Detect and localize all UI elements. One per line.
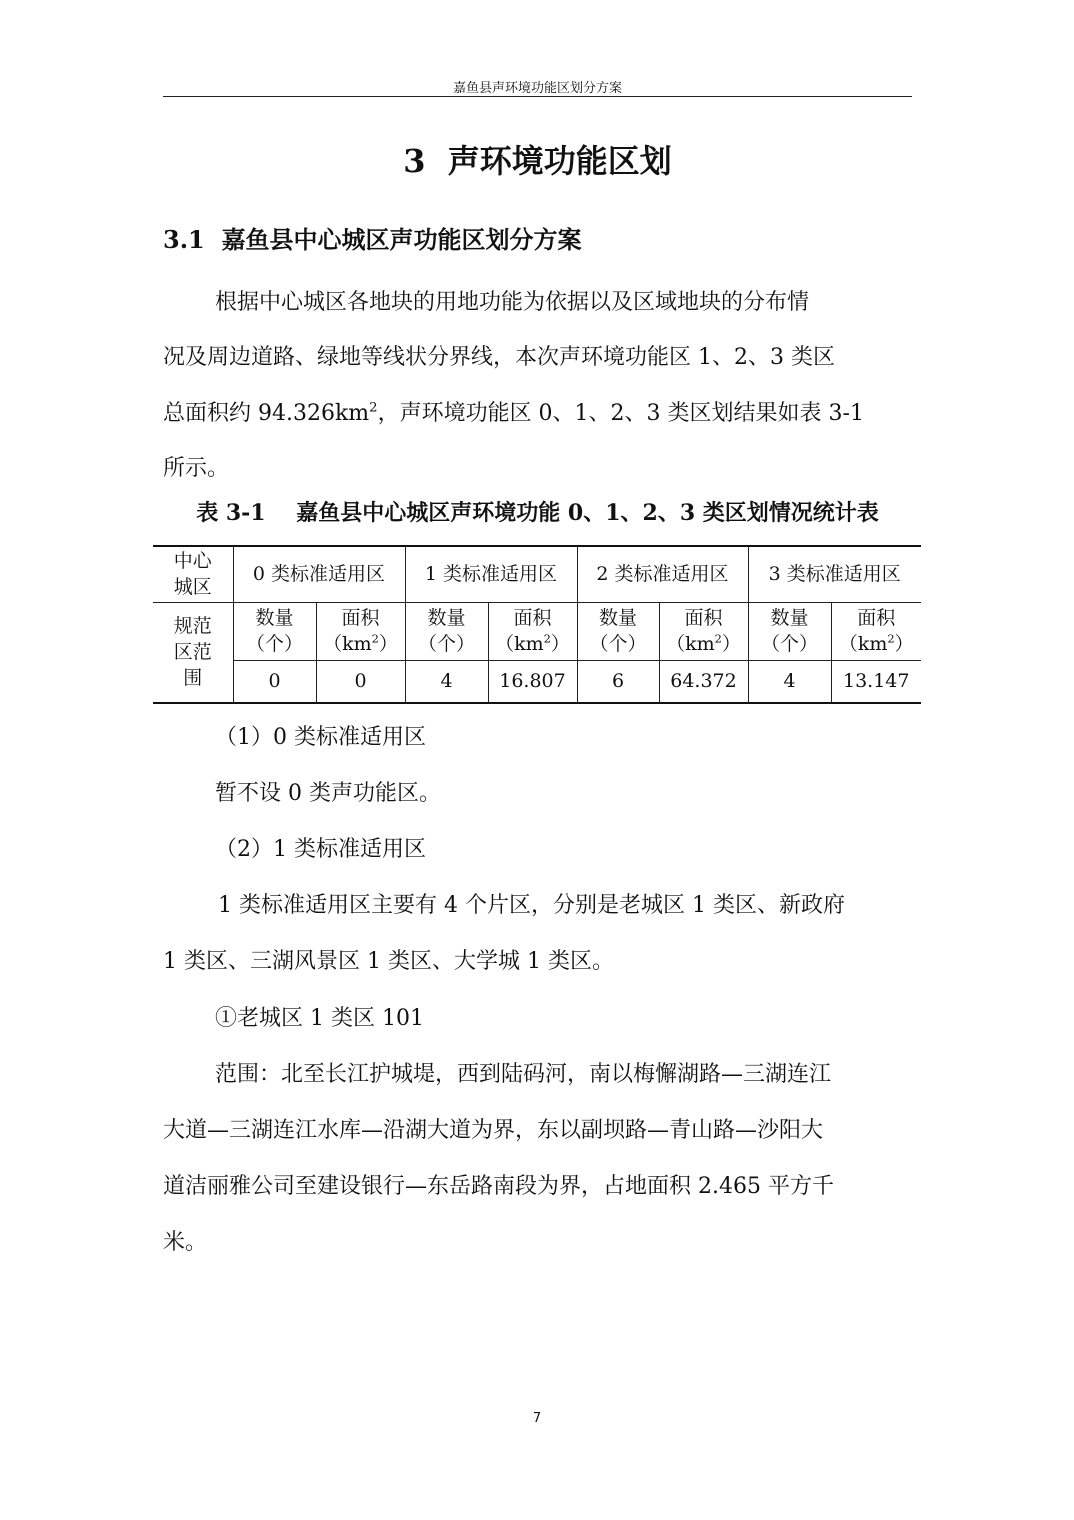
corner-top-line-2: 城区 bbox=[173, 576, 212, 599]
paragraph-2-line-2: 1 类区、三湖风景区 1 类区、大学城 1 类区。 bbox=[163, 949, 614, 974]
subheader-area-label: 面积 bbox=[684, 607, 723, 629]
group-header-1: 1 类标准适用区 bbox=[405, 546, 577, 602]
subheader-count-label: 数量 bbox=[427, 607, 466, 629]
area-unit-b: ） bbox=[721, 633, 741, 655]
corner-top-line-1: 中心 bbox=[173, 550, 212, 573]
subheader-count-unit: （个） bbox=[760, 633, 818, 655]
area-unit-a: （km bbox=[838, 633, 888, 655]
subheading-3: ①老城区 1 类区 101 bbox=[215, 1006, 424, 1031]
subheader-count bbox=[233, 602, 316, 660]
value-cell: 6 bbox=[577, 660, 659, 703]
value-cell: 0 bbox=[233, 660, 316, 703]
group-header-2: 2 类标准适用区 bbox=[577, 546, 748, 602]
intro-line-3 bbox=[163, 396, 864, 427]
intro-line-2: 况及周边道路、绿地等线状分界线，本次声环境功能区 1、2、3 类区 bbox=[163, 345, 835, 370]
paragraph-2-line-1: 1 类标准适用区主要有 4 个片区，分别是老城区 1 类区、新政府 bbox=[218, 893, 845, 918]
value-cell: 13.147 bbox=[831, 660, 921, 703]
group-header-0: 0 类标准适用区 bbox=[233, 546, 405, 602]
subheader-count bbox=[577, 602, 659, 660]
chapter-title: 3 声环境功能区划 bbox=[403, 142, 672, 180]
subheading-2: （2）1 类标准适用区 bbox=[215, 837, 426, 862]
area-unit-a: （km bbox=[495, 633, 544, 655]
header-rule bbox=[163, 96, 912, 97]
subheader-count bbox=[405, 602, 488, 660]
area-unit-b: ） bbox=[378, 633, 398, 655]
corner-cell-bottom bbox=[153, 602, 233, 703]
intro-line-3-sup: 2 bbox=[369, 400, 378, 416]
table-caption: 表 3-1 嘉鱼县中心城区声环境功能 0、1、2、3 类区划情况统计表 bbox=[196, 500, 879, 526]
subheader-area bbox=[488, 602, 577, 660]
paragraph-3-line-1: 范围：北至长江护城堤，西到陆码河，南以梅懈湖路—三湖连江 bbox=[215, 1062, 832, 1087]
subheader-count-label: 数量 bbox=[770, 607, 809, 629]
subheader-area-label: 面积 bbox=[857, 607, 896, 629]
subheader-area-unit bbox=[317, 631, 405, 657]
area-unit-sup: 2 bbox=[371, 631, 379, 646]
intro-line-1: 根据中心城区各地块的用地功能为依据以及区域地块的分布情 bbox=[215, 290, 810, 315]
page-number: 7 bbox=[532, 1411, 542, 1426]
intro-line-4: 所示。 bbox=[163, 456, 230, 481]
subheader-area-label: 面积 bbox=[341, 607, 380, 629]
corner-bottom-line-1: 规范 bbox=[173, 615, 212, 638]
intro-line-3-a: 总面积约 94.326km bbox=[163, 401, 370, 426]
section-title: 3.1 嘉鱼县中心城区声功能区划分方案 bbox=[163, 225, 582, 254]
paragraph-3-line-4: 米。 bbox=[163, 1230, 208, 1255]
subheader-count-unit: （个） bbox=[417, 633, 475, 655]
subheader-area bbox=[316, 602, 405, 660]
corner-cell-top bbox=[153, 546, 233, 602]
subheader-count-label: 数量 bbox=[255, 607, 294, 629]
stats-table bbox=[153, 545, 921, 704]
subheader-area-unit bbox=[832, 631, 922, 657]
intro-line-3-b: ，声环境功能区 0、1、2、3 类区划结果如表 3-1 bbox=[377, 401, 864, 426]
area-unit-sup: 2 bbox=[887, 631, 895, 646]
corner-bottom-line-3: 围 bbox=[183, 667, 203, 690]
value-cell: 0 bbox=[316, 660, 405, 703]
area-unit-b: ） bbox=[550, 633, 570, 655]
paragraph-1: 暂不设 0 类声功能区。 bbox=[215, 781, 441, 806]
value-cell: 4 bbox=[405, 660, 488, 703]
corner-bottom-line-2: 区范 bbox=[173, 641, 212, 664]
paragraph-3-line-3: 道洁丽雅公司至建设银行—东岳路南段为界，占地面积 2.465 平方千 bbox=[163, 1174, 834, 1199]
area-unit-sup: 2 bbox=[714, 631, 722, 646]
value-cell: 4 bbox=[748, 660, 831, 703]
subheader-count bbox=[748, 602, 831, 660]
subheader-area-label: 面积 bbox=[513, 607, 552, 629]
area-unit-sup: 2 bbox=[543, 631, 551, 646]
group-header-3: 3 类标准适用区 bbox=[748, 546, 921, 602]
subheader-area bbox=[659, 602, 748, 660]
subheader-count-label: 数量 bbox=[598, 607, 637, 629]
area-unit-a: （km bbox=[323, 633, 372, 655]
subheading-1: （1）0 类标准适用区 bbox=[215, 725, 426, 750]
subheader-area-unit bbox=[660, 631, 748, 657]
area-unit-a: （km bbox=[666, 633, 715, 655]
paragraph-3-line-2: 大道—三湖连江水库—沿湖大道为界，东以副坝路—青山路—沙阳大 bbox=[163, 1118, 824, 1143]
value-cell: 64.372 bbox=[659, 660, 748, 703]
subheader-count-unit: （个） bbox=[589, 633, 647, 655]
area-unit-b: ） bbox=[894, 633, 914, 655]
subheader-count-unit: （个） bbox=[245, 633, 303, 655]
value-cell: 16.807 bbox=[488, 660, 577, 703]
subheader-area bbox=[831, 602, 921, 660]
subheader-area-unit bbox=[489, 631, 577, 657]
running-header: 嘉鱼县声环境功能区划分方案 bbox=[452, 81, 622, 96]
